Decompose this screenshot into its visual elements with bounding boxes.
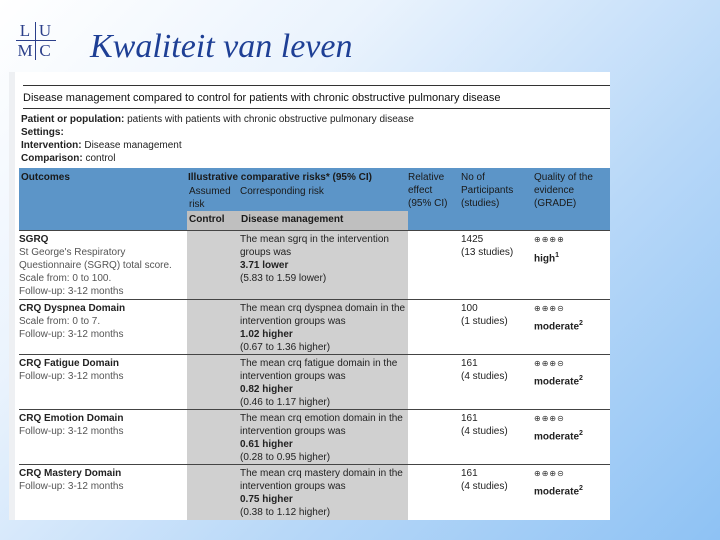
outcome-detail: Follow-up: 3-12 months <box>19 329 124 340</box>
effect-estimate: 0.82 higher <box>240 384 293 395</box>
header-participants-1: No of <box>461 172 485 183</box>
summary-of-findings-document <box>9 72 610 520</box>
intervention-line: Intervention: Disease management <box>21 140 182 151</box>
grade-symbols: ⊕⊕⊕⊝ <box>534 304 565 313</box>
effect-text: The mean crq emotion domain in the <box>240 413 403 424</box>
grade-quality: moderate$^2$ <box>534 320 583 333</box>
document-heading: Disease management compared to control for patients with chronic obstructive pulmonary disease <box>23 92 501 104</box>
logo-letter-m: M <box>17 41 33 60</box>
logo-letter-l: L <box>19 21 31 40</box>
header-assumed-2: risk <box>189 199 205 210</box>
outcome-detail: Questionnaire (SGRQ) total score. <box>19 260 172 271</box>
effect-text: intervention groups was <box>240 316 346 327</box>
grade-quality: moderate$^2$ <box>534 375 583 388</box>
effect-ci: (5.83 to 1.59 lower) <box>240 273 327 284</box>
effect-text: intervention groups was <box>240 426 346 437</box>
studies-count: (13 studies) <box>461 247 514 258</box>
effect-text: The mean crq fatigue domain in the <box>240 358 398 369</box>
participants-count: 161 <box>461 468 478 479</box>
effect-text: The mean crq mastery domain in the <box>240 468 403 479</box>
participants-count: 161 <box>461 413 478 424</box>
header-corresponding: Corresponding risk <box>240 186 324 197</box>
slide-title: Kwaliteit van leven <box>90 28 353 65</box>
grade-quality: moderate$^2$ <box>534 485 583 498</box>
studies-count: (4 studies) <box>461 481 508 492</box>
participants-count: 100 <box>461 303 478 314</box>
header-outcomes: Outcomes <box>21 172 70 183</box>
outcome-title: CRQ Emotion Domain <box>19 413 124 424</box>
outcome-detail: St George's Respiratory <box>19 247 126 258</box>
effect-estimate: 3.71 lower <box>240 260 289 271</box>
grade-symbols: ⊕⊕⊕⊝ <box>534 414 565 423</box>
header-quality-1: Quality of the <box>534 172 593 183</box>
header-quality-2: evidence <box>534 185 575 196</box>
header-assumed-1: Assumed <box>189 186 231 197</box>
outcome-title: CRQ Fatigue Domain <box>19 358 120 369</box>
header-relative-1: Relative <box>408 172 445 183</box>
outcome-detail: Follow-up: 3-12 months <box>19 371 124 382</box>
header-disease-management: Disease management <box>241 214 344 225</box>
effect-estimate: 0.75 higher <box>240 494 293 505</box>
grade-symbols: ⊕⊕⊕⊝ <box>534 359 565 368</box>
participants-count: 161 <box>461 358 478 369</box>
grade-quality: high$^1$ <box>534 252 560 265</box>
effect-text: groups was <box>240 247 292 258</box>
effect-estimate: 1.02 higher <box>240 329 293 340</box>
header-relative-2: effect <box>408 185 433 196</box>
effect-ci: (0.38 to 1.12 higher) <box>240 507 331 518</box>
outcome-detail: Follow-up: 3-12 months <box>19 286 124 297</box>
effect-ci: (0.28 to 0.95 higher) <box>240 452 331 463</box>
effect-text: The mean sgrq in the intervention <box>240 234 389 245</box>
header-participants-2: Participants <box>461 185 514 196</box>
effect-ci: (0.46 to 1.17 higher) <box>240 397 331 408</box>
outcome-title: CRQ Dyspnea Domain <box>19 303 126 314</box>
grade-symbols: ⊕⊕⊕⊝ <box>534 469 565 478</box>
outcome-title: CRQ Mastery Domain <box>19 468 122 479</box>
outcome-detail: Scale from: 0 to 7. <box>19 316 101 327</box>
logo-letter-u: U <box>38 21 52 40</box>
settings-label: Settings: <box>21 127 64 138</box>
outcome-title: SGRQ <box>19 234 49 245</box>
effect-text: intervention groups was <box>240 371 346 382</box>
grade-symbols: ⊕⊕⊕⊕ <box>534 235 565 244</box>
patient-population-line: Patient or population: patients with patients with chronic obstructive pulmonary disease <box>21 114 414 125</box>
outcome-detail: Follow-up: 3-12 months <box>19 426 124 437</box>
outcome-detail: Scale from: 0 to 100. <box>19 273 112 284</box>
studies-count: (4 studies) <box>461 371 508 382</box>
studies-count: (1 studies) <box>461 316 508 327</box>
header-participants-3: (studies) <box>461 198 500 209</box>
comparison-line: Comparison: control <box>21 153 116 164</box>
grade-quality: moderate$^2$ <box>534 430 583 443</box>
header-risks: Illustrative comparative risks* (95% CI) <box>188 172 372 183</box>
header-quality-3: (GRADE) <box>534 198 577 209</box>
effect-estimate: 0.61 higher <box>240 439 293 450</box>
lumc-logo <box>16 22 56 60</box>
header-control: Control <box>189 214 225 225</box>
effect-ci: (0.67 to 1.36 higher) <box>240 342 331 353</box>
effect-text: The mean crq dyspnea domain in the <box>240 303 406 314</box>
logo-letter-c: C <box>39 41 51 60</box>
participants-count: 1425 <box>461 234 484 245</box>
effect-text: intervention groups was <box>240 481 346 492</box>
studies-count: (4 studies) <box>461 426 508 437</box>
header-relative-3: (95% CI) <box>408 198 448 209</box>
outcome-detail: Follow-up: 3-12 months <box>19 481 124 492</box>
